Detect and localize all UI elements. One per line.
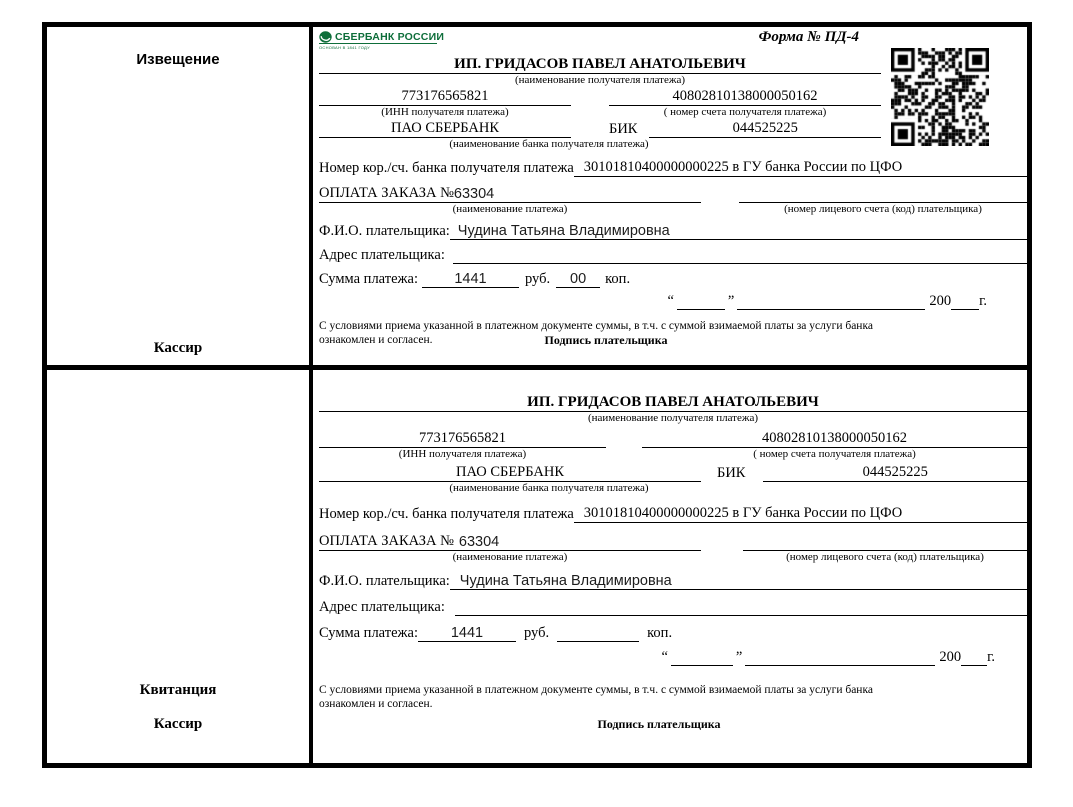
receipt-account-caption: ( номер счета получателя платежа) xyxy=(753,448,916,460)
notice-date-day-line xyxy=(677,309,725,310)
receipt-payment-caption: (наименование платежа) xyxy=(452,551,568,563)
receipt-date-row xyxy=(319,648,995,666)
receipt-inn-value: 773176565821 xyxy=(319,430,606,448)
receipt-payer-address-row xyxy=(319,598,1027,616)
receipt-inn-account-captions xyxy=(319,448,1027,461)
receipt-kop-label: коп. xyxy=(647,625,673,641)
notice-payment-captions xyxy=(319,203,1027,216)
receipt-inn-caption: (ИНН получателя платежа) xyxy=(398,448,527,460)
notice-cashier-label: Кассир xyxy=(153,340,203,356)
sberbank-logo-subtext: ОСНОВАН В 1841 ГОДУ xyxy=(319,45,370,50)
receipt-quote-close: ” xyxy=(735,649,743,665)
receipt-inn-account-row xyxy=(319,431,1027,448)
pd4-form-table xyxy=(42,22,1032,768)
notice-stub-cell xyxy=(47,27,313,370)
notice-date-year-line xyxy=(951,309,979,310)
receipt-personal-account-caption: (номер лицевого счета (код) плательщика) xyxy=(786,551,984,563)
receipt-terms-line2: ознакомлен и согласен. xyxy=(319,697,433,710)
qr-code xyxy=(891,48,989,146)
notice-inn-account-captions xyxy=(319,106,881,119)
receipt-bank-caption: (наименование банка получателя платежа) xyxy=(449,482,649,494)
notice-payer-fio-row xyxy=(319,222,1027,240)
receipt-corr-value: 30101810400000000225 в ГУ банка России по ЦФО xyxy=(574,505,1027,523)
receipt-form-cell xyxy=(313,370,1027,763)
notice-inn-account-row xyxy=(319,90,881,106)
notice-bank-caption: (наименование банка получателя платежа) xyxy=(449,138,649,150)
notice-sum-label: Сумма платежа: xyxy=(319,271,418,287)
receipt-payment-captions xyxy=(319,551,1027,564)
notice-bank-row xyxy=(319,121,881,138)
notice-personal-account-caption: (номер лицевого счета (код) плательщика) xyxy=(784,203,982,215)
notice-terms-line2: ознакомлен и согласен. xyxy=(319,333,433,346)
receipt-payer-fio-label: Ф.И.О. плательщика: xyxy=(319,573,450,589)
receipt-date-month-line xyxy=(745,665,935,666)
notice-payer-fio-value: Чудина Татьяна Владимировна xyxy=(450,223,1027,240)
notice-date-month-line xyxy=(737,309,925,310)
notice-payer-address-label: Адрес плательщика: xyxy=(319,247,445,263)
receipt-payer-fio-value: Чудина Татьяна Владимировна xyxy=(450,573,1027,590)
receipt-sum-kop-value xyxy=(557,641,639,642)
notice-terms-line1: С условиями приема указанной в платежном документе суммы, в т.ч. с суммой взимаемой платы за услуги банка xyxy=(319,320,873,332)
receipt-stub-cell xyxy=(47,370,313,763)
receipt-account-value: 40802810138000050162 xyxy=(642,430,1027,448)
notice-year-prefix: 200 xyxy=(929,293,952,309)
notice-sum-row xyxy=(319,270,1027,288)
receipt-bank-row xyxy=(319,465,1027,482)
notice-kop-label: коп. xyxy=(605,271,631,287)
receipt-rub-label: руб. xyxy=(524,625,550,641)
notice-sum-rub-value: 1441 xyxy=(422,271,519,288)
notice-terms-row2 xyxy=(319,334,1027,348)
notice-payment-line xyxy=(319,185,701,203)
receipt-bank-name: ПАО СБЕРБАНК xyxy=(319,464,701,482)
notice-payer-address-value xyxy=(453,263,1027,264)
notice-corr-label: Номер кор./сч. банка получателя платежа xyxy=(319,160,574,176)
receipt-terms-line1: С условиями приема указанной в платежном документе суммы, в т.ч. с суммой взимаемой платы за услуги банка xyxy=(319,684,873,696)
receipt-sum-rub-value: 1441 xyxy=(418,625,516,642)
receipt-sum-row xyxy=(319,624,1027,642)
notice-payer-fio-label: Ф.И.О. плательщика: xyxy=(319,223,450,239)
notice-bik-label: БИК xyxy=(609,121,638,137)
notice-payment-name: ОПЛАТА ЗАКАЗА № xyxy=(319,185,454,201)
receipt-signature-label: Подпись плательщика xyxy=(597,717,721,731)
receipt-payee-name: ИП. ГРИДАСОВ ПАВЕЛ АНАТОЛЬЕВИЧ xyxy=(319,394,1027,412)
sberbank-logo xyxy=(319,29,469,50)
receipt-payer-address-label: Адрес плательщика: xyxy=(319,599,445,615)
receipt-year-suffix: г. xyxy=(987,649,995,665)
notice-quote-close: ” xyxy=(727,293,735,309)
notice-signature-label: Подпись плательщика xyxy=(544,332,668,347)
notice-rub-label: руб. xyxy=(525,271,551,287)
receipt-corr-label: Номер кор./сч. банка получателя платежа xyxy=(319,506,574,522)
form-number: Форма № ПД-4 xyxy=(758,29,859,45)
sberbank-emblem-icon xyxy=(319,31,332,43)
receipt-date-day-line xyxy=(671,665,733,666)
notice-corr-row xyxy=(319,159,1027,177)
notice-payment-row xyxy=(319,185,1027,203)
notice-payee-caption: (наименование получателя платежа) xyxy=(514,74,686,86)
notice-form-cell xyxy=(313,27,1027,370)
receipt-bik-value: 044525225 xyxy=(763,464,1027,482)
notice-sum-kop-value: 00 xyxy=(556,271,600,288)
notice-inn-value: 773176565821 xyxy=(319,88,571,106)
receipt-date-year-line xyxy=(961,665,987,666)
receipt-corr-row xyxy=(319,505,1027,523)
sberbank-logo-text: СБЕРБАНК РОССИИ xyxy=(335,31,445,43)
notice-bik-value: 044525225 xyxy=(649,120,881,138)
notice-date-row xyxy=(319,292,987,310)
receipt-quote-open: “ xyxy=(661,649,668,665)
notice-section-label: Извещение xyxy=(136,51,220,68)
notice-inn-caption: (ИНН получателя платежа) xyxy=(381,106,509,118)
notice-payment-caption: (наименование платежа) xyxy=(452,203,568,215)
notice-bank-name: ПАО СБЕРБАНК xyxy=(319,120,571,138)
receipt-payer-address-value xyxy=(455,615,1027,616)
receipt-payment-line xyxy=(319,533,701,551)
notice-order-number: 63304 xyxy=(453,186,495,202)
receipt-order-number: 63304 xyxy=(458,534,500,550)
receipt-bik-label: БИК xyxy=(717,465,746,481)
notice-payer-address-row xyxy=(319,246,1027,264)
notice-quote-open: “ xyxy=(667,293,674,309)
receipt-payer-fio-row xyxy=(319,572,1027,590)
receipt-payment-row xyxy=(319,533,1027,551)
notice-year-suffix: г. xyxy=(979,293,987,309)
receipt-sum-label: Сумма платежа: xyxy=(319,625,418,641)
receipt-year-prefix: 200 xyxy=(939,649,962,665)
notice-account-value: 40802810138000050162 xyxy=(609,88,881,106)
notice-corr-value: 30101810400000000225 в ГУ банка России по ЦФО xyxy=(574,159,1027,177)
receipt-payee-caption: (наименование получателя платежа) xyxy=(587,412,759,424)
receipt-section-label: Квитанция xyxy=(139,682,217,698)
notice-account-caption: ( номер счета получателя платежа) xyxy=(663,106,827,118)
receipt-cashier-label: Кассир xyxy=(153,716,203,732)
notice-payee-name: ИП. ГРИДАСОВ ПАВЕЛ АНАТОЛЬЕВИЧ xyxy=(319,56,881,74)
receipt-payment-name: ОПЛАТА ЗАКАЗА № xyxy=(319,533,454,549)
